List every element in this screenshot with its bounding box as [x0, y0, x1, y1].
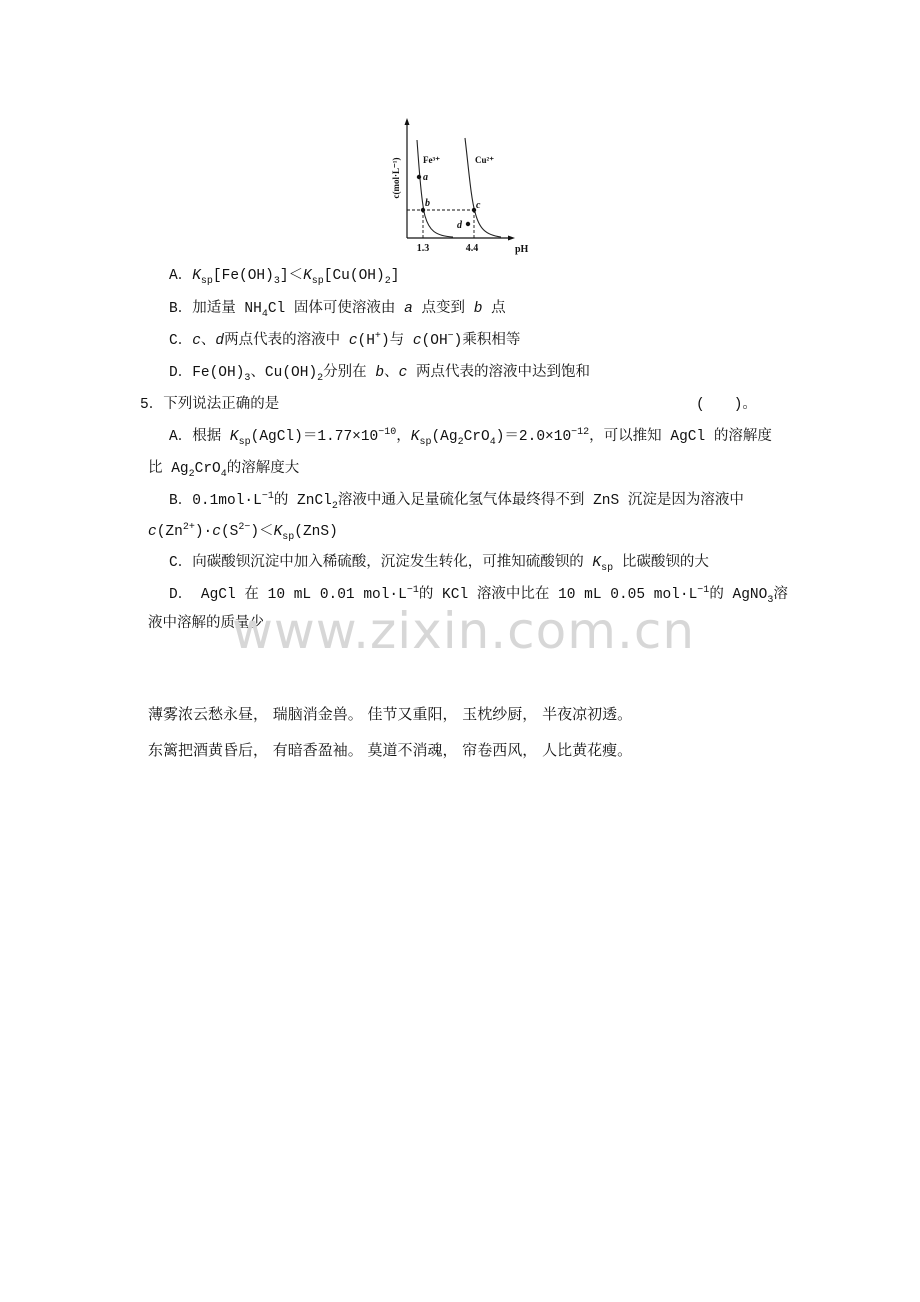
text: C．向碳酸钡沉淀中加入稀硫酸，沉淀发生转化，可推知硫酸钡的	[169, 555, 593, 571]
subscript: 3	[244, 372, 251, 384]
conc-var: c	[148, 524, 157, 540]
k-symbol: K	[303, 268, 312, 284]
superscript: −10	[378, 427, 397, 439]
text: 比 Ag	[148, 461, 189, 477]
q5-option-a-line2	[148, 459, 299, 479]
text: 点	[482, 301, 506, 317]
option-prefix: C．	[169, 333, 193, 349]
subscript: sp	[311, 275, 324, 287]
q5-option-b-line1	[169, 491, 744, 511]
superscript: −1	[261, 491, 274, 503]
subscript: sp	[238, 436, 251, 448]
text: CrO	[463, 429, 490, 445]
text: 加适量 NH	[192, 301, 262, 317]
subscript: sp	[282, 531, 295, 543]
text: ，可以推知 AgCl 的溶解度	[589, 429, 772, 445]
q5-option-c	[169, 553, 709, 573]
text: 的 AgNO	[709, 587, 768, 603]
text: ，	[396, 429, 411, 445]
watermark: www.zixin.com.cn	[232, 602, 696, 660]
superscript: 2−	[238, 522, 251, 534]
superscript: −12	[571, 427, 590, 439]
text: 分别在	[323, 365, 376, 381]
q5-stem: 5．下列说法正确的是	[140, 397, 280, 413]
superscript: 2+	[182, 522, 195, 534]
subscript: 2	[317, 372, 324, 384]
text: Cl 固体可使溶液由	[267, 301, 405, 317]
point-a-label: a	[423, 172, 428, 183]
y-axis-label: c(mol·L⁻¹)	[391, 157, 401, 199]
point-var: d	[215, 333, 225, 349]
text: [Fe(OH)	[212, 268, 274, 284]
text: ]＜	[279, 268, 304, 284]
text: 溶	[773, 587, 788, 603]
point-var: b	[375, 365, 385, 381]
q4-option-d	[169, 363, 590, 383]
poem-line-1: 薄雾浓云愁永昼， 瑞脑消金兽。 佳节又重阳， 玉枕纱厨， 半夜凉初透。	[148, 705, 633, 723]
conc-var: c	[212, 524, 221, 540]
point-c-label: c	[476, 200, 481, 211]
text: 的溶解度大	[226, 461, 300, 477]
text: A．根据	[169, 429, 230, 445]
text: (Zn	[156, 524, 183, 540]
text: 溶液中通入足量硫化氢气体最终得不到 ZnS 沉淀是因为溶液中	[337, 493, 744, 509]
subscript: 2	[188, 468, 195, 480]
superscript: −	[447, 331, 454, 343]
text: (AgCl)＝1.77×10	[250, 429, 379, 445]
point-var: a	[404, 301, 413, 317]
text: (Ag	[431, 429, 458, 445]
text: )与	[380, 333, 413, 349]
text: [Cu(OH)	[323, 268, 385, 284]
tick-2-label: 4.4	[465, 243, 479, 254]
text: 液中溶解的质量少	[148, 616, 264, 632]
text: 的 ZnCl	[273, 493, 332, 509]
option-prefix: A．	[169, 268, 193, 284]
text: )·	[194, 524, 213, 540]
k-symbol: K	[192, 268, 201, 284]
option-prefix: B．	[169, 301, 193, 317]
superscript: −1	[697, 585, 710, 597]
subscript: 4	[489, 436, 496, 448]
text: B．0.1mol·L	[169, 493, 262, 509]
poem-line-2: 东篱把酒黄昏后， 有暗香盈袖。 莫道不消魂， 帘卷西风， 人比黄花瘦。	[148, 741, 633, 759]
q5-option-b-line2	[148, 522, 338, 542]
point-b-label: b	[425, 198, 430, 209]
subscript: 2	[331, 500, 338, 512]
point-a-dot	[417, 175, 421, 179]
q4-option-a	[169, 266, 399, 286]
k-symbol: K	[592, 555, 602, 571]
subscript: sp	[200, 275, 213, 287]
text: CrO	[194, 461, 221, 477]
text: 两点代表的溶液中	[224, 333, 349, 349]
text: 、	[200, 333, 216, 349]
text: (ZnS)	[294, 524, 338, 540]
q5-answer-paren: ( )。	[696, 397, 757, 413]
k-symbol: K	[410, 429, 420, 445]
text: )＝2.0×10	[495, 429, 572, 445]
tick-1-label: 1.3	[416, 243, 430, 254]
subscript: 2	[457, 436, 464, 448]
q5-option-a-line1	[169, 427, 772, 447]
point-var: c	[192, 333, 201, 349]
point-d-label: d	[457, 220, 462, 231]
subscript: 3	[767, 594, 774, 606]
superscript: +	[374, 331, 381, 343]
subscript: 4	[220, 468, 227, 480]
conc-var: c	[412, 333, 422, 349]
x-axis-arrow	[508, 236, 515, 241]
q4-option-b	[169, 299, 506, 319]
cu-curve	[465, 138, 501, 237]
conc-var: c	[348, 333, 358, 349]
text: Fe(OH)	[192, 365, 245, 381]
text: (OH	[421, 333, 448, 349]
x-axis-label: pH	[515, 244, 529, 255]
text: 两点代表的溶液中达到饱和	[407, 365, 590, 381]
text: 的 KCl 溶液中比在 10 mL 0.05 mol·L	[418, 587, 698, 603]
subscript: 3	[273, 275, 280, 287]
text: D． AgCl 在 10 mL 0.01 mol·L	[169, 587, 407, 603]
subscript: sp	[419, 436, 432, 448]
point-var: c	[398, 365, 408, 381]
point-d-dot	[466, 222, 470, 226]
subscript: 4	[261, 308, 268, 320]
option-prefix: D．	[169, 365, 193, 381]
text: )＜	[250, 524, 274, 540]
text: (H	[357, 333, 375, 349]
text: 、Cu(OH)	[250, 365, 318, 381]
point-var: b	[473, 301, 483, 317]
text: (S	[220, 524, 239, 540]
ksp-ph-figure	[383, 112, 533, 262]
k-symbol: K	[273, 524, 283, 540]
text: ]	[390, 268, 400, 284]
y-axis-arrow	[405, 118, 410, 125]
fe-label: Fe³⁺	[423, 155, 440, 165]
cu-label: Cu²⁺	[475, 155, 494, 165]
text: 点变到	[412, 301, 474, 317]
text: 、	[384, 365, 399, 381]
superscript: −1	[406, 585, 419, 597]
k-symbol: K	[229, 429, 239, 445]
subscript: sp	[601, 562, 614, 574]
subscript: 2	[384, 275, 391, 287]
text: )乘积相等	[453, 333, 521, 349]
q4-option-c	[169, 331, 520, 351]
text: 比碳酸钡的大	[613, 555, 709, 571]
